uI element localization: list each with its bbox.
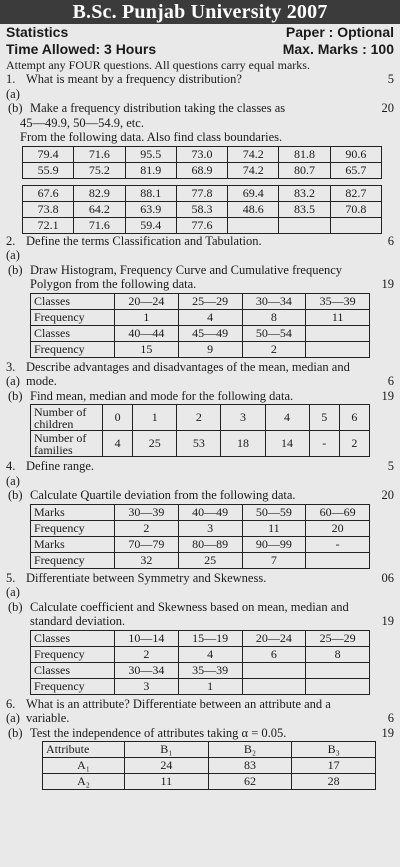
table-cell: 7 xyxy=(242,552,306,568)
q4a-text: Define range. xyxy=(26,459,95,473)
table-cell: Classes xyxy=(31,630,115,646)
table-cell: 64.2 xyxy=(74,201,125,217)
q6b-number: (b) xyxy=(8,725,23,740)
table-cell: 4 xyxy=(265,405,309,431)
table-cell: 11 xyxy=(242,520,306,536)
table-cell: 71.6 xyxy=(74,217,125,233)
table-cell: Frequency xyxy=(31,341,115,357)
table-cell: 63.9 xyxy=(125,201,176,217)
q2b-marks: 19 xyxy=(381,277,394,291)
table-cell xyxy=(306,341,370,357)
table-cell: 3 xyxy=(221,405,265,431)
table-cell: - xyxy=(306,536,370,552)
q6a-text: What is an attribute? Differentiate between an attribute and a variable. xyxy=(26,696,331,725)
table-cell: 11 xyxy=(306,309,370,325)
table-cell xyxy=(306,678,370,694)
q2b-number: (b) xyxy=(8,262,23,277)
table-cell: Marks xyxy=(31,536,115,552)
table-cell: 75.2 xyxy=(74,162,125,178)
table-cell: 5 xyxy=(309,405,339,431)
q6a-marks: 6 xyxy=(387,711,394,725)
table-cell: 72.1 xyxy=(23,217,74,233)
table-row xyxy=(23,162,382,178)
q3b-number: (b) xyxy=(8,388,23,403)
table-cell: 70—79 xyxy=(115,536,179,552)
table-cell: 83.5 xyxy=(279,201,330,217)
table-cell: 88.1 xyxy=(125,185,176,201)
table-cell: 1 xyxy=(178,678,242,694)
table-cell: 17 xyxy=(292,758,376,774)
table-cell: 79.4 xyxy=(23,146,74,162)
table-cell: 77.8 xyxy=(176,185,227,201)
table-cell xyxy=(242,662,306,678)
table-row xyxy=(31,504,370,520)
q6b xyxy=(6,726,394,741)
table-cell: 67.6 xyxy=(23,185,74,201)
q6a-number: 6.(a) xyxy=(6,696,20,725)
table-cell: 74.2 xyxy=(228,146,279,162)
table-row xyxy=(31,630,370,646)
table-cell xyxy=(242,678,306,694)
q5a-number: 5.(a) xyxy=(6,570,20,599)
table-cell xyxy=(279,217,330,233)
table-cell: 60—69 xyxy=(306,504,370,520)
q2-data-table xyxy=(30,293,370,358)
q5b xyxy=(6,600,394,629)
header-row-1 xyxy=(6,24,394,41)
table-cell: 80—89 xyxy=(178,536,242,552)
table-cell: 8 xyxy=(306,646,370,662)
instructions: Attempt any FOUR questions. All questions carry equal marks. xyxy=(6,58,310,72)
table-cell xyxy=(306,552,370,568)
table-cell: 4 xyxy=(178,646,242,662)
table-cell: Number of children xyxy=(31,405,103,431)
table-cell: Marks xyxy=(31,504,115,520)
exam-banner: B.Sc. Punjab University 2007 xyxy=(0,0,400,24)
table-cell: 50—54 xyxy=(242,325,306,341)
table-row xyxy=(31,293,370,309)
q3b xyxy=(6,389,394,404)
table-cell: 35—39 xyxy=(178,662,242,678)
table-cell: 62 xyxy=(208,774,292,790)
table-cell: 25—29 xyxy=(178,293,242,309)
q6b-text: Test the independence of attributes taking α = 0.05. xyxy=(30,725,287,740)
table-cell: 45—49 xyxy=(178,325,242,341)
table-cell: 6 xyxy=(339,405,369,431)
table-cell: 70.8 xyxy=(330,201,381,217)
table-cell: 82.7 xyxy=(330,185,381,201)
table-cell: 15 xyxy=(115,341,179,357)
q5b-text: Calculate coefficient and Skewness based on mean, median and standard deviation. xyxy=(30,599,349,628)
table-row xyxy=(31,309,370,325)
table-cell: 81.9 xyxy=(125,162,176,178)
q3a-marks: 6 xyxy=(387,374,394,388)
q1b xyxy=(6,101,394,116)
table-cell: 30—39 xyxy=(115,504,179,520)
q4a-number: 4.(a) xyxy=(6,459,20,488)
table-cell: 81.8 xyxy=(279,146,330,162)
table-cell: Frequency xyxy=(31,678,115,694)
table-cell: 58.3 xyxy=(176,201,227,217)
q1b-text: Make a frequency distribution taking the classes as xyxy=(30,101,286,115)
table-cell: 32 xyxy=(115,552,179,568)
table-cell: 65.7 xyxy=(330,162,381,178)
table-cell: B₃ xyxy=(292,742,376,758)
table-cell: 40—49 xyxy=(178,504,242,520)
table-cell: 68.9 xyxy=(176,162,227,178)
table-cell: 20—24 xyxy=(242,630,306,646)
q6-data-table xyxy=(42,741,376,790)
q5-data-table xyxy=(30,630,370,695)
q3a xyxy=(6,360,394,389)
table-row xyxy=(31,431,370,457)
q1a-number: 1.(a) xyxy=(6,72,20,101)
table-cell: Classes xyxy=(31,662,115,678)
table-cell: 3 xyxy=(178,520,242,536)
q5a-marks: 06 xyxy=(381,570,394,585)
table-row xyxy=(31,662,370,678)
table-row xyxy=(31,325,370,341)
table-cell: 69.4 xyxy=(228,185,279,201)
q4b xyxy=(6,488,394,503)
table-row xyxy=(23,185,382,201)
q1-data-table-1 xyxy=(22,146,382,179)
table-cell: 11 xyxy=(125,774,209,790)
table-row xyxy=(43,774,376,790)
q4-data-table xyxy=(30,504,370,569)
table-cell: Frequency xyxy=(31,309,115,325)
table-cell: 14 xyxy=(265,431,309,457)
table-cell: A₂ xyxy=(43,774,125,790)
table-row xyxy=(31,405,370,431)
table-cell: 82.9 xyxy=(74,185,125,201)
table-cell: 95.5 xyxy=(125,146,176,162)
table-cell: 20 xyxy=(306,520,370,536)
table-cell: B₂ xyxy=(208,742,292,758)
table-row xyxy=(43,742,376,758)
table-cell: 48.6 xyxy=(228,201,279,217)
table-cell: 8 xyxy=(242,309,306,325)
header-row-2 xyxy=(6,41,394,58)
table-row xyxy=(31,536,370,552)
table-cell: Classes xyxy=(31,293,115,309)
table-cell: 25—29 xyxy=(306,630,370,646)
table-cell: 2 xyxy=(115,520,179,536)
q5a xyxy=(6,571,394,600)
table-cell: Classes xyxy=(31,325,115,341)
q1a xyxy=(6,72,394,101)
table-cell xyxy=(330,217,381,233)
table-cell: 2 xyxy=(339,431,369,457)
table-cell: 50—59 xyxy=(242,504,306,520)
table-cell: 30—34 xyxy=(115,662,179,678)
table-cell: 24 xyxy=(125,758,209,774)
q3a-text: Describe advantages and disadvantages of the mean, median and mode. xyxy=(26,359,350,388)
q3-data-table xyxy=(30,404,370,457)
table-cell: 90—99 xyxy=(242,536,306,552)
table-cell xyxy=(306,662,370,678)
table-row xyxy=(23,146,382,162)
q2b xyxy=(6,263,394,292)
table-cell: Attribute xyxy=(43,742,125,758)
table-row xyxy=(23,201,382,217)
table-cell: Frequency xyxy=(31,552,115,568)
table-cell: 77.6 xyxy=(176,217,227,233)
table-cell: 28 xyxy=(292,774,376,790)
table-cell: 40—44 xyxy=(115,325,179,341)
table-row xyxy=(31,552,370,568)
table-cell: 90.6 xyxy=(330,146,381,162)
table-row xyxy=(23,217,382,233)
q3b-marks: 19 xyxy=(381,388,394,403)
table-cell: 71.6 xyxy=(74,146,125,162)
q2a-number: 2.(a) xyxy=(6,233,20,262)
max-marks: Max. Marks : 100 xyxy=(282,41,394,57)
q4a xyxy=(6,459,394,488)
table-cell: 73.8 xyxy=(23,201,74,217)
table-cell: A₁ xyxy=(43,758,125,774)
table-row xyxy=(31,341,370,357)
q2a xyxy=(6,234,394,263)
q1a-text: What is meant by a frequency distribution? xyxy=(26,72,242,86)
time-allowed: Time Allowed: 3 Hours xyxy=(6,41,157,57)
q4a-marks: 5 xyxy=(387,459,394,473)
table-cell: 53 xyxy=(177,431,221,457)
table-cell: 30—34 xyxy=(242,293,306,309)
table-cell: 2 xyxy=(242,341,306,357)
table-cell: B₁ xyxy=(125,742,209,758)
table-cell: 10—14 xyxy=(115,630,179,646)
q2a-marks: 6 xyxy=(387,233,394,248)
subject-title: Statistics xyxy=(6,24,69,40)
table-cell: 73.0 xyxy=(176,146,227,162)
q5b-number: (b) xyxy=(8,599,23,614)
table-cell: 83.2 xyxy=(279,185,330,201)
table-cell: 0 xyxy=(103,405,133,431)
table-cell: 80.7 xyxy=(279,162,330,178)
table-cell: 35—39 xyxy=(306,293,370,309)
q1a-marks: 5 xyxy=(387,72,394,86)
q5b-marks: 19 xyxy=(381,614,394,628)
table-cell: 74.2 xyxy=(228,162,279,178)
table-cell: 6 xyxy=(242,646,306,662)
table-cell: 59.4 xyxy=(125,217,176,233)
q4b-text: Calculate Quartile deviation from the following data. xyxy=(30,488,296,502)
q2b-text: Draw Histogram, Frequency Curve and Cumulative frequency Polygon from the following data. xyxy=(30,262,343,291)
table-row xyxy=(31,646,370,662)
table-cell: 25 xyxy=(133,431,177,457)
table-cell: - xyxy=(309,431,339,457)
q1b-marks: 20 xyxy=(381,101,394,115)
table-cell: 4 xyxy=(178,309,242,325)
table-cell: Frequency xyxy=(31,520,115,536)
table-cell: 15—19 xyxy=(178,630,242,646)
table-cell: 2 xyxy=(115,646,179,662)
table-row xyxy=(43,758,376,774)
q1b-number: (b) xyxy=(8,101,23,115)
q4b-number: (b) xyxy=(8,488,23,502)
table-cell: 83 xyxy=(208,758,292,774)
q2a-text: Define the terms Classification and Tabulation. xyxy=(26,233,262,248)
table-row xyxy=(31,520,370,536)
table-cell: Frequency xyxy=(31,646,115,662)
table-cell: 1 xyxy=(115,309,179,325)
table-cell: 18 xyxy=(221,431,265,457)
table-cell: 20—24 xyxy=(115,293,179,309)
table-cell: Number of families xyxy=(31,431,103,457)
q5a-text: Differentiate between Symmetry and Skewness. xyxy=(26,570,267,585)
table-cell: 55.9 xyxy=(23,162,74,178)
table-cell: 2 xyxy=(177,405,221,431)
table-cell xyxy=(306,325,370,341)
q1b-instruction: From the following data. Also find class boundaries. xyxy=(20,130,283,144)
table-cell: 1 xyxy=(133,405,177,431)
table-cell xyxy=(228,217,279,233)
table-cell: 9 xyxy=(178,341,242,357)
q3a-number: 3.(a) xyxy=(6,359,20,388)
q6a xyxy=(6,697,394,726)
table-cell: 25 xyxy=(178,552,242,568)
paper-label: Paper : Optional xyxy=(285,24,394,40)
q1-data-table-2 xyxy=(22,185,382,234)
q1b-classes: 45—49.9, 50—54.9, etc. xyxy=(20,115,144,130)
table-cell: 4 xyxy=(103,431,133,457)
table-row xyxy=(31,678,370,694)
table-cell: 3 xyxy=(115,678,179,694)
q4b-marks: 20 xyxy=(381,488,394,502)
q6b-marks: 19 xyxy=(381,725,394,740)
q3b-text: Find mean, median and mode for the following data. xyxy=(30,388,294,403)
